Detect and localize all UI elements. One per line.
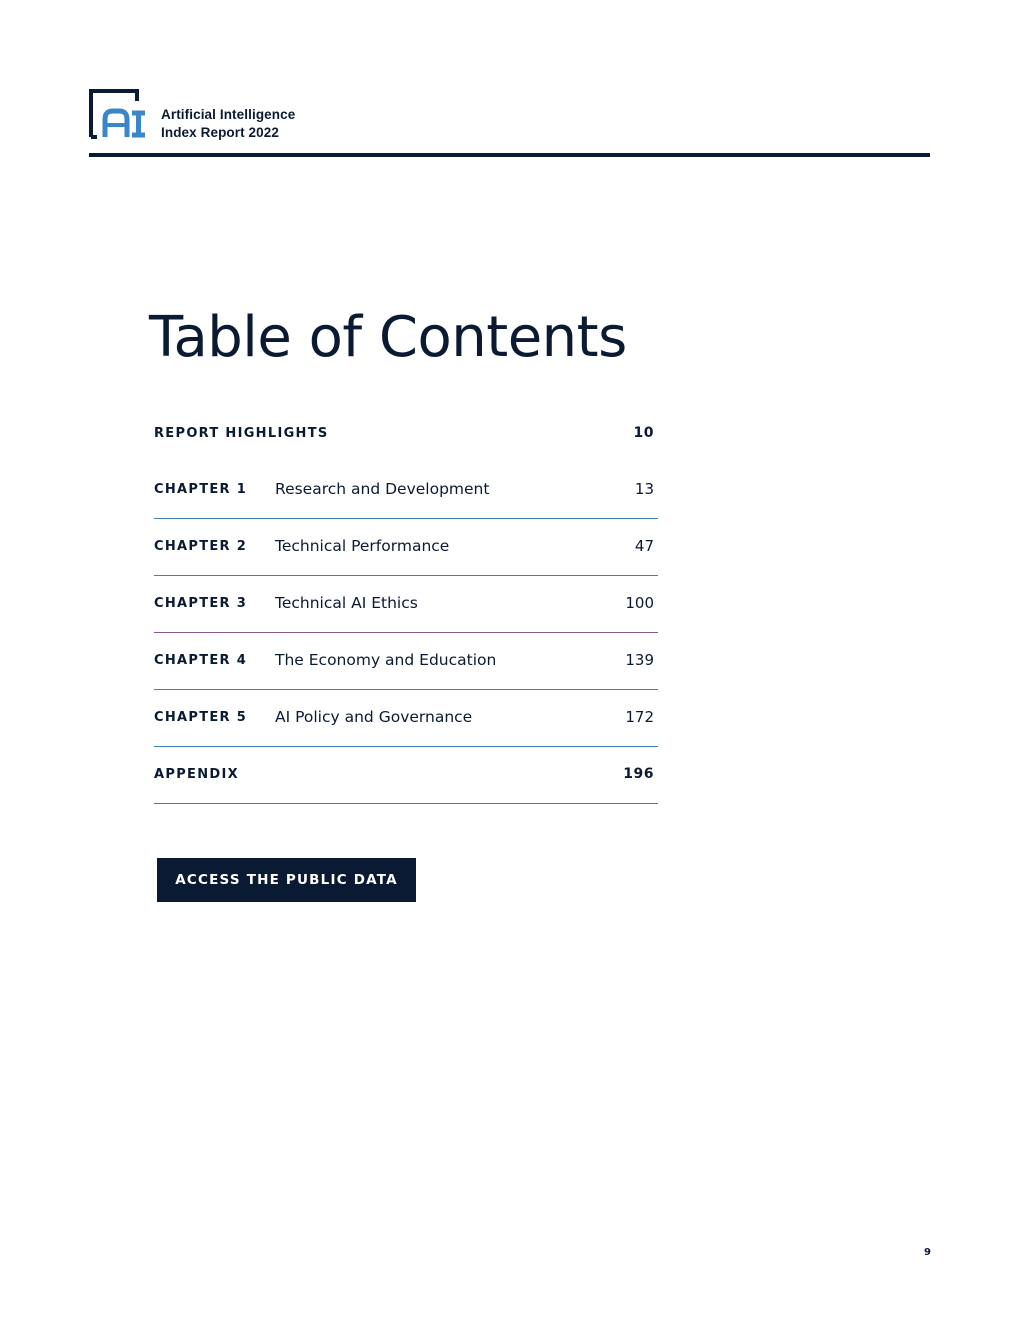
report-title <box>161 106 295 142</box>
toc-item-chapter-2[interactable] <box>154 519 658 576</box>
toc-chapter-label: CHAPTER 5 <box>154 710 248 725</box>
toc-chapter-title: The Economy and Education <box>275 651 497 669</box>
page-number: 9 <box>924 1247 931 1258</box>
toc-chapter-label: CHAPTER 1 <box>154 482 248 497</box>
toc-page-number: 47 <box>634 537 654 555</box>
access-public-data-button[interactable]: ACCESS THE PUBLIC DATA <box>157 858 416 902</box>
toc-page-number: 196 <box>623 766 654 782</box>
toc-chapter-title: AI Policy and Governance <box>275 708 473 726</box>
toc-chapter-label: CHAPTER 3 <box>154 596 248 611</box>
header-divider <box>89 153 930 157</box>
toc-item-chapter-5[interactable] <box>154 690 658 747</box>
toc-section-label: APPENDIX <box>154 767 239 782</box>
toc-page-number: 10 <box>633 425 654 441</box>
ai-index-logo <box>89 89 147 141</box>
page-title: Table of Contents <box>149 305 627 370</box>
toc-item-chapter-3[interactable] <box>154 576 658 633</box>
toc-page-number: 139 <box>625 651 654 669</box>
toc-item-appendix[interactable] <box>154 747 658 804</box>
toc-chapter-title: Technical Performance <box>275 537 450 555</box>
report-title-line2: Index Report 2022 <box>161 125 279 140</box>
toc-chapter-title: Technical AI Ethics <box>275 594 418 612</box>
toc-page-number: 13 <box>634 480 654 498</box>
toc-item-chapter-4[interactable] <box>154 633 658 690</box>
toc-chapter-label: CHAPTER 2 <box>154 539 248 554</box>
toc-item-report-highlights[interactable] <box>154 406 658 462</box>
toc-page-number: 172 <box>625 708 654 726</box>
report-title-line1: Artificial Intelligence <box>161 107 296 122</box>
toc-chapter-label: CHAPTER 4 <box>154 653 248 668</box>
toc-section-label: REPORT HIGHLIGHTS <box>154 426 329 441</box>
toc-page-number: 100 <box>625 594 654 612</box>
report-header <box>89 89 930 157</box>
toc-chapter-title: Research and Development <box>275 480 490 498</box>
table-of-contents <box>154 406 658 804</box>
toc-item-chapter-1[interactable] <box>154 462 658 519</box>
